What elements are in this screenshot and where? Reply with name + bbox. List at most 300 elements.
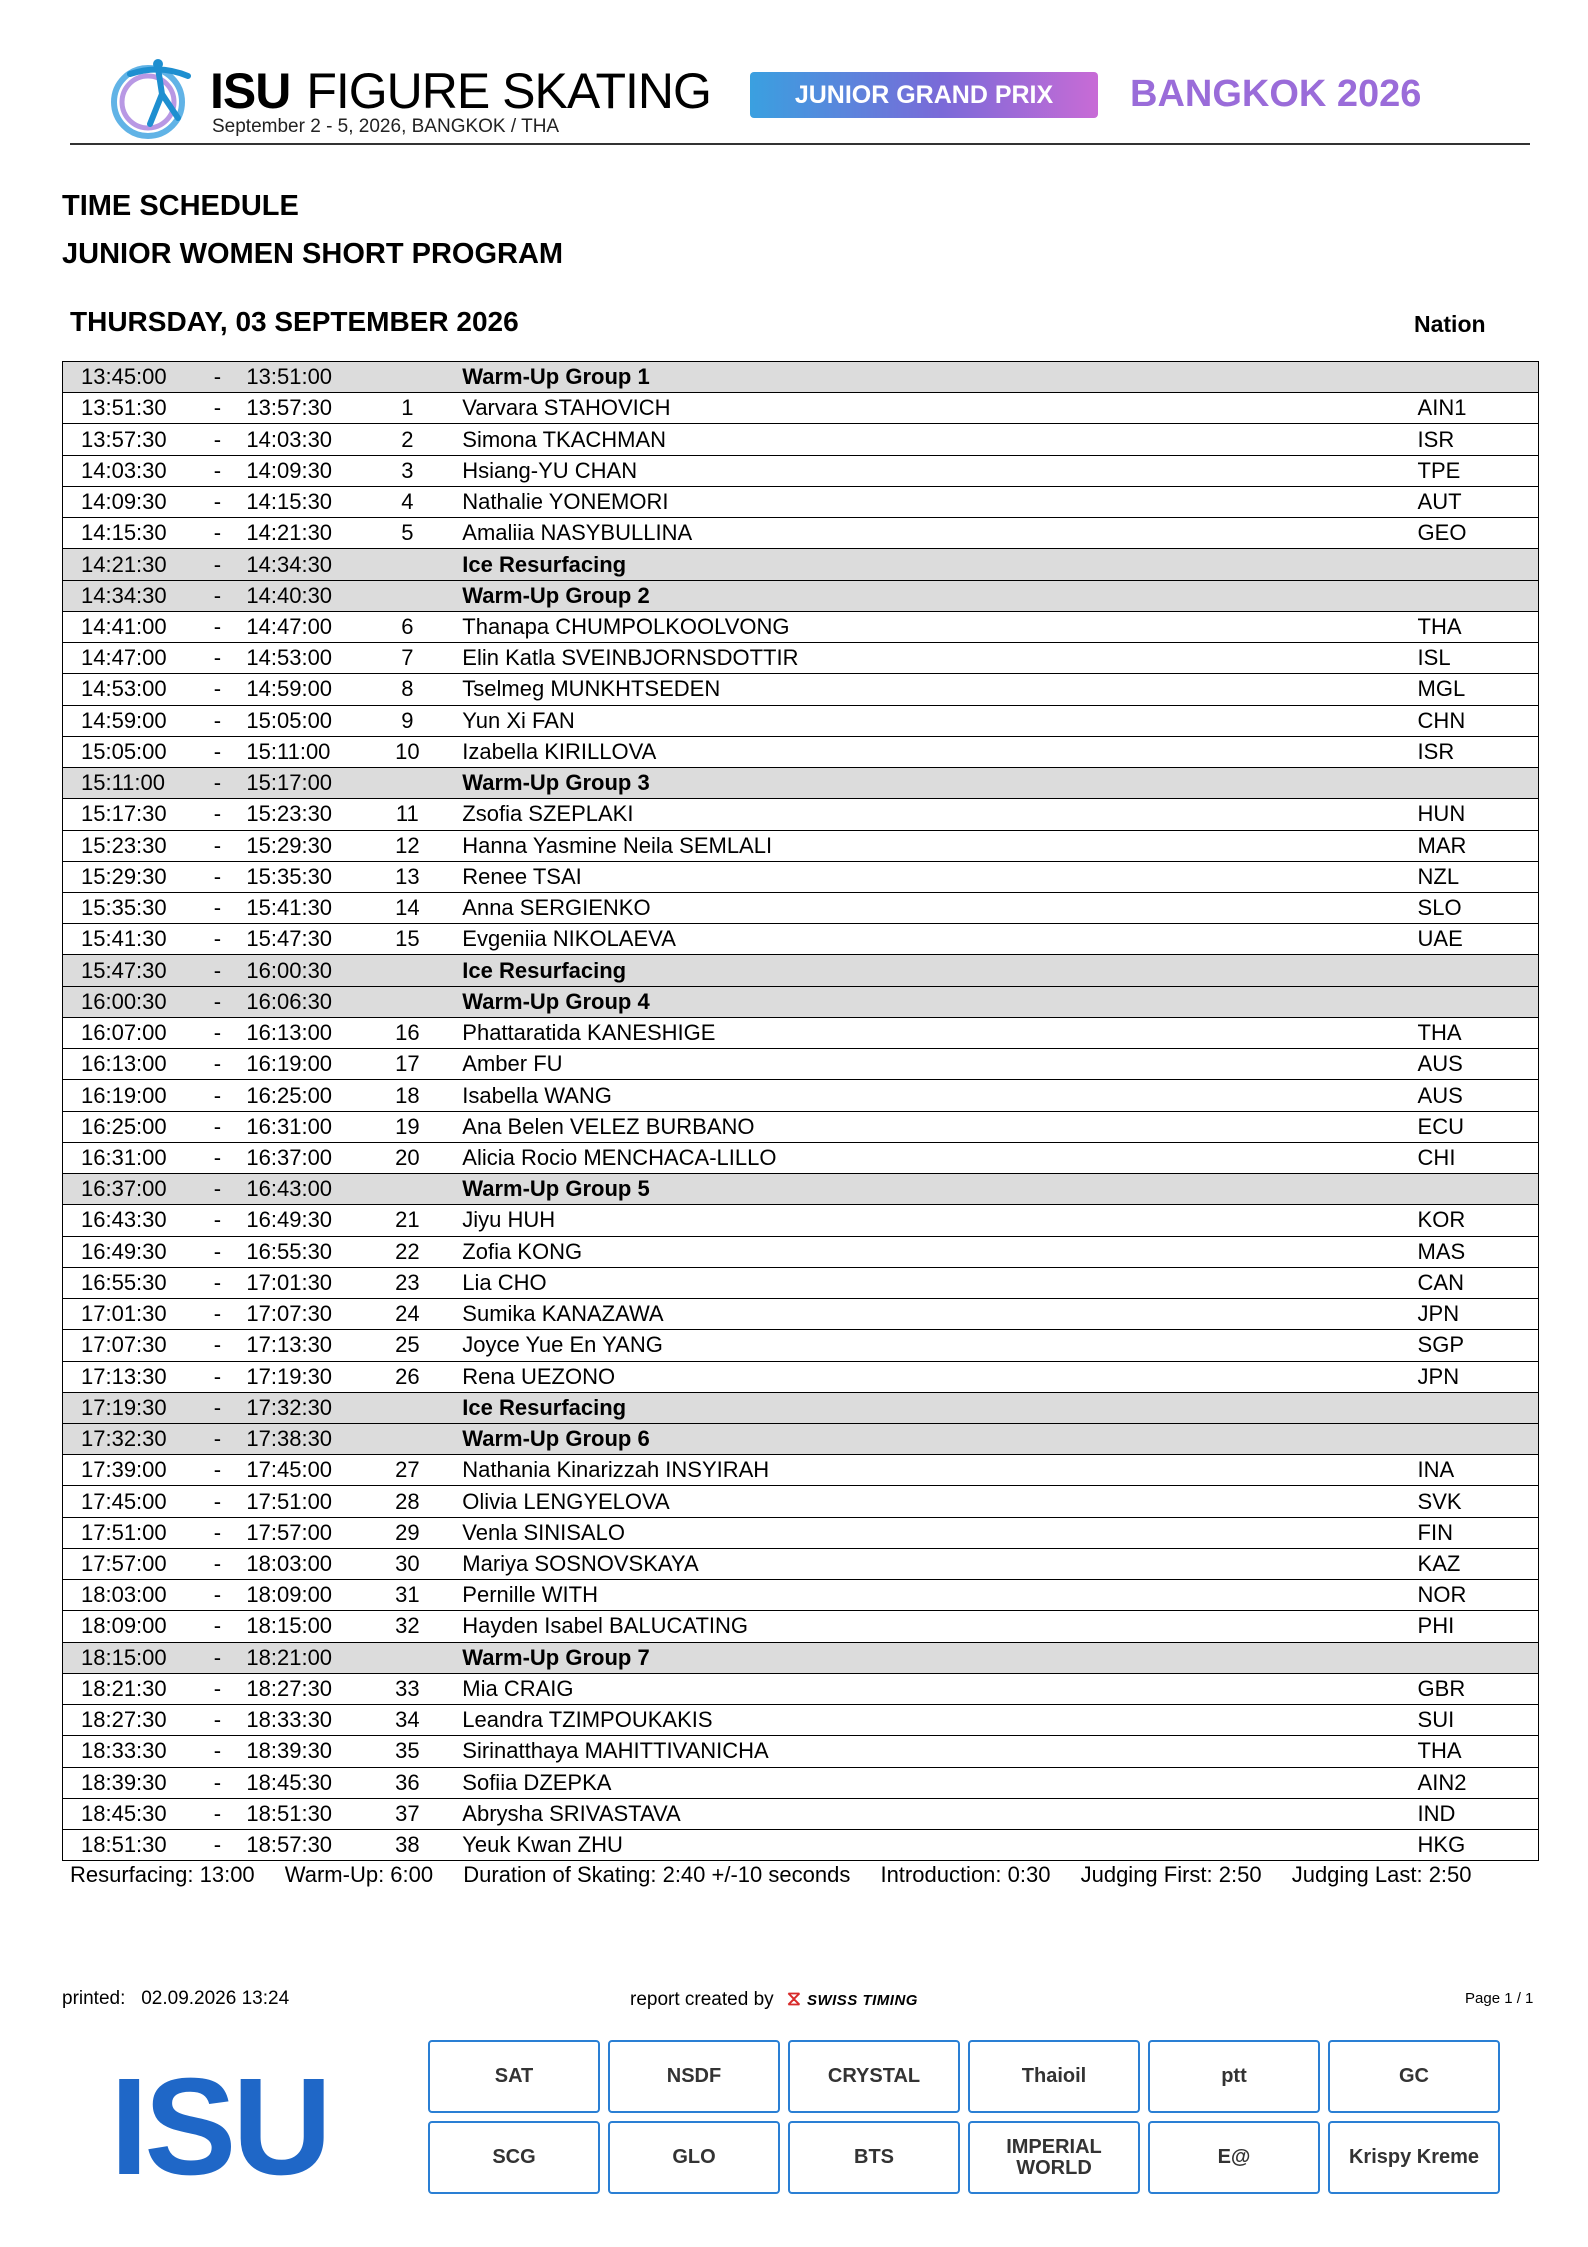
skater-name: Ice Resurfacing bbox=[450, 955, 1417, 986]
nation-code bbox=[1418, 986, 1539, 1017]
nation-code: INA bbox=[1418, 1455, 1539, 1486]
time-separator: - bbox=[188, 611, 246, 642]
end-time: 18:45:30 bbox=[246, 1767, 364, 1798]
skater-name: Amaliia NASYBULLINA bbox=[450, 518, 1417, 549]
end-time: 15:23:30 bbox=[246, 799, 364, 830]
skater-name: Phattaratida KANESHIGE bbox=[450, 1017, 1417, 1048]
start-time: 18:03:00 bbox=[63, 1580, 189, 1611]
nation-code bbox=[1418, 580, 1539, 611]
skater-name: Renee TSAI bbox=[450, 861, 1417, 892]
start-time: 15:35:30 bbox=[63, 892, 189, 923]
nation-code: ISR bbox=[1418, 424, 1539, 455]
nation-code: NOR bbox=[1418, 1580, 1539, 1611]
time-separator: - bbox=[188, 768, 246, 799]
time-separator: - bbox=[188, 1392, 246, 1423]
sponsor-logo: BTS bbox=[788, 2121, 960, 2194]
end-time: 18:57:30 bbox=[246, 1830, 364, 1861]
printed-label: printed: bbox=[62, 1988, 126, 2009]
start-time: 18:51:30 bbox=[63, 1830, 189, 1861]
start-number: 15 bbox=[364, 924, 450, 955]
start-number: 34 bbox=[364, 1705, 450, 1736]
schedule-body bbox=[63, 362, 1539, 1861]
skater-name: Warm-Up Group 3 bbox=[450, 768, 1417, 799]
skater-name: Varvara STAHOVICH bbox=[450, 393, 1417, 424]
start-number: 30 bbox=[364, 1548, 450, 1579]
time-separator: - bbox=[188, 1423, 246, 1454]
start-number: 23 bbox=[364, 1267, 450, 1298]
end-time: 16:13:00 bbox=[246, 1017, 364, 1048]
time-separator: - bbox=[188, 705, 246, 736]
nation-code: JPN bbox=[1418, 1299, 1539, 1330]
time-separator: - bbox=[188, 1486, 246, 1517]
end-time: 16:31:00 bbox=[246, 1111, 364, 1142]
start-number: 9 bbox=[364, 705, 450, 736]
schedule-row bbox=[63, 1236, 1539, 1267]
start-time: 18:27:30 bbox=[63, 1705, 189, 1736]
end-time: 16:06:30 bbox=[246, 986, 364, 1017]
time-separator: - bbox=[188, 486, 246, 517]
nation-code: KOR bbox=[1418, 1205, 1539, 1236]
sponsor-logo: IMPERIAL WORLD bbox=[968, 2121, 1140, 2194]
nation-code: CHN bbox=[1418, 705, 1539, 736]
nation-code: HKG bbox=[1418, 1830, 1539, 1861]
end-time: 15:35:30 bbox=[246, 861, 364, 892]
printed-stamp bbox=[62, 1988, 289, 2010]
schedule-row bbox=[63, 705, 1539, 736]
schedule-row bbox=[63, 611, 1539, 642]
skater-name: Warm-Up Group 7 bbox=[450, 1642, 1417, 1673]
nation-code: NZL bbox=[1418, 861, 1539, 892]
start-number: 26 bbox=[364, 1361, 450, 1392]
start-time: 18:15:00 bbox=[63, 1642, 189, 1673]
nation-code: MAS bbox=[1418, 1236, 1539, 1267]
skater-name: Thanapa CHUMPOLKOOLVONG bbox=[450, 611, 1417, 642]
start-time: 13:45:00 bbox=[63, 362, 189, 393]
start-number: 27 bbox=[364, 1455, 450, 1486]
start-number bbox=[364, 580, 450, 611]
sponsor-logo: SCG bbox=[428, 2121, 600, 2194]
time-separator: - bbox=[188, 1705, 246, 1736]
end-time: 15:05:00 bbox=[246, 705, 364, 736]
skater-logo-icon bbox=[100, 54, 220, 144]
start-time: 17:51:00 bbox=[63, 1517, 189, 1548]
nation-code: GEO bbox=[1418, 518, 1539, 549]
skater-name: Evgeniia NIKOLAEVA bbox=[450, 924, 1417, 955]
skater-name: Warm-Up Group 1 bbox=[450, 362, 1417, 393]
schedule-row bbox=[63, 1705, 1539, 1736]
nation-code: KAZ bbox=[1418, 1548, 1539, 1579]
schedule-table bbox=[62, 361, 1539, 1861]
nation-code: TPE bbox=[1418, 455, 1539, 486]
time-separator: - bbox=[188, 924, 246, 955]
sponsor-grid bbox=[428, 2040, 1500, 2196]
end-time: 15:47:30 bbox=[246, 924, 364, 955]
end-time: 13:57:30 bbox=[246, 393, 364, 424]
start-number bbox=[364, 986, 450, 1017]
nation-code: ISL bbox=[1418, 643, 1539, 674]
start-time: 13:51:30 bbox=[63, 393, 189, 424]
footnote-introduction: Introduction: 0:30 bbox=[880, 1862, 1051, 1887]
skater-name: Olivia LENGYELOVA bbox=[450, 1486, 1417, 1517]
schedule-row bbox=[63, 455, 1539, 486]
brand-figure-skating: FIGURE SKATING bbox=[306, 63, 711, 119]
start-number: 16 bbox=[364, 1017, 450, 1048]
start-time: 18:33:30 bbox=[63, 1736, 189, 1767]
time-separator: - bbox=[188, 549, 246, 580]
skater-name: Mia CRAIG bbox=[450, 1673, 1417, 1704]
nation-code bbox=[1418, 362, 1539, 393]
schedule-break-row bbox=[63, 549, 1539, 580]
end-time: 17:13:30 bbox=[246, 1330, 364, 1361]
skater-name: Warm-Up Group 5 bbox=[450, 1174, 1417, 1205]
start-time: 15:17:30 bbox=[63, 799, 189, 830]
start-number: 11 bbox=[364, 799, 450, 830]
end-time: 17:32:30 bbox=[246, 1392, 364, 1423]
time-separator: - bbox=[188, 1205, 246, 1236]
start-time: 13:57:30 bbox=[63, 424, 189, 455]
start-number: 3 bbox=[364, 455, 450, 486]
end-time: 18:39:30 bbox=[246, 1736, 364, 1767]
skater-name: Venla SINISALO bbox=[450, 1517, 1417, 1548]
report-credit bbox=[630, 1988, 918, 2011]
end-time: 16:49:30 bbox=[246, 1205, 364, 1236]
sponsor-logo: NSDF bbox=[608, 2040, 780, 2113]
schedule-break-row bbox=[63, 1423, 1539, 1454]
end-time: 14:34:30 bbox=[246, 549, 364, 580]
end-time: 15:11:00 bbox=[246, 736, 364, 767]
schedule-row bbox=[63, 1548, 1539, 1579]
start-number: 17 bbox=[364, 1049, 450, 1080]
schedule-row bbox=[63, 1049, 1539, 1080]
schedule-row bbox=[63, 1330, 1539, 1361]
start-number: 24 bbox=[364, 1299, 450, 1330]
start-number: 14 bbox=[364, 892, 450, 923]
time-separator: - bbox=[188, 1580, 246, 1611]
skater-name: Jiyu HUH bbox=[450, 1205, 1417, 1236]
schedule-break-row bbox=[63, 955, 1539, 986]
start-time: 15:41:30 bbox=[63, 924, 189, 955]
schedule-row bbox=[63, 736, 1539, 767]
skater-name: Warm-Up Group 4 bbox=[450, 986, 1417, 1017]
time-separator: - bbox=[188, 1236, 246, 1267]
start-number: 10 bbox=[364, 736, 450, 767]
schedule-row bbox=[63, 486, 1539, 517]
nation-code: THA bbox=[1418, 1017, 1539, 1048]
time-separator: - bbox=[188, 892, 246, 923]
start-time: 16:49:30 bbox=[63, 1236, 189, 1267]
start-number bbox=[364, 549, 450, 580]
skater-name: Sumika KANAZAWA bbox=[450, 1299, 1417, 1330]
skater-name: Isabella WANG bbox=[450, 1080, 1417, 1111]
schedule-row bbox=[63, 1361, 1539, 1392]
time-separator: - bbox=[188, 1517, 246, 1548]
day-title: THURSDAY, 03 SEPTEMBER 2026 bbox=[70, 306, 519, 337]
start-time: 14:34:30 bbox=[63, 580, 189, 611]
nation-code: MGL bbox=[1418, 674, 1539, 705]
nation-code: UAE bbox=[1418, 924, 1539, 955]
schedule-row bbox=[63, 674, 1539, 705]
start-time: 15:05:00 bbox=[63, 736, 189, 767]
start-time: 16:19:00 bbox=[63, 1080, 189, 1111]
brand-isu: ISU bbox=[210, 63, 291, 119]
skater-name: Yun Xi FAN bbox=[450, 705, 1417, 736]
schedule-break-row bbox=[63, 768, 1539, 799]
printed-value: 02.09.2026 13:24 bbox=[141, 1988, 290, 2009]
schedule-row bbox=[63, 393, 1539, 424]
sponsor-logo: Krispy Kreme bbox=[1328, 2121, 1500, 2194]
time-separator: - bbox=[188, 393, 246, 424]
time-separator: - bbox=[188, 1330, 246, 1361]
end-time: 15:29:30 bbox=[246, 830, 364, 861]
schedule-break-row bbox=[63, 1642, 1539, 1673]
start-time: 17:32:30 bbox=[63, 1423, 189, 1454]
time-separator: - bbox=[188, 1080, 246, 1111]
nation-code: IND bbox=[1418, 1798, 1539, 1829]
report-label: report created by bbox=[630, 1989, 774, 2010]
start-number: 5 bbox=[364, 518, 450, 549]
time-separator: - bbox=[188, 830, 246, 861]
end-time: 14:47:00 bbox=[246, 611, 364, 642]
skater-name: Lia CHO bbox=[450, 1267, 1417, 1298]
end-time: 18:33:30 bbox=[246, 1705, 364, 1736]
start-time: 17:45:00 bbox=[63, 1486, 189, 1517]
start-time: 15:23:30 bbox=[63, 830, 189, 861]
start-time: 18:09:00 bbox=[63, 1611, 189, 1642]
start-number: 6 bbox=[364, 611, 450, 642]
start-number: 18 bbox=[364, 1080, 450, 1111]
start-time: 16:25:00 bbox=[63, 1111, 189, 1142]
footnote-warmup: Warm-Up: 6:00 bbox=[284, 1862, 434, 1887]
start-number bbox=[364, 1392, 450, 1423]
time-separator: - bbox=[188, 1174, 246, 1205]
schedule-break-row bbox=[63, 1174, 1539, 1205]
time-separator: - bbox=[188, 1049, 246, 1080]
time-separator: - bbox=[188, 1017, 246, 1048]
time-separator: - bbox=[188, 861, 246, 892]
skater-name: Hayden Isabel BALUCATING bbox=[450, 1611, 1417, 1642]
schedule-row bbox=[63, 1080, 1539, 1111]
start-time: 17:19:30 bbox=[63, 1392, 189, 1423]
report-brand: SWISS TIMING bbox=[806, 1992, 918, 2009]
start-number: 29 bbox=[364, 1517, 450, 1548]
skater-name: Ice Resurfacing bbox=[450, 549, 1417, 580]
end-time: 15:17:00 bbox=[246, 768, 364, 799]
nation-code bbox=[1418, 768, 1539, 799]
start-number bbox=[364, 1423, 450, 1454]
end-time: 16:25:00 bbox=[246, 1080, 364, 1111]
end-time: 15:41:30 bbox=[246, 892, 364, 923]
schedule-break-row bbox=[63, 580, 1539, 611]
time-separator: - bbox=[188, 736, 246, 767]
nation-code bbox=[1418, 1174, 1539, 1205]
time-separator: - bbox=[188, 1767, 246, 1798]
nation-code: SUI bbox=[1418, 1705, 1539, 1736]
start-time: 14:59:00 bbox=[63, 705, 189, 736]
start-number: 22 bbox=[364, 1236, 450, 1267]
time-separator: - bbox=[188, 1673, 246, 1704]
schedule-row bbox=[63, 1299, 1539, 1330]
start-time: 18:39:30 bbox=[63, 1767, 189, 1798]
time-separator: - bbox=[188, 1111, 246, 1142]
event-title: JUNIOR WOMEN SHORT PROGRAM bbox=[62, 238, 564, 270]
start-number bbox=[364, 955, 450, 986]
skater-name: Sofiia DZEPKA bbox=[450, 1767, 1417, 1798]
start-time: 14:47:00 bbox=[63, 643, 189, 674]
sponsor-logo: GLO bbox=[608, 2121, 780, 2194]
nation-code: THA bbox=[1418, 1736, 1539, 1767]
nation-code: PHI bbox=[1418, 1611, 1539, 1642]
nation-code: ISR bbox=[1418, 736, 1539, 767]
event-city: BANGKOK 2026 bbox=[1130, 73, 1422, 115]
time-separator: - bbox=[188, 1142, 246, 1173]
schedule-row bbox=[63, 1517, 1539, 1548]
start-time: 17:01:30 bbox=[63, 1299, 189, 1330]
nation-code bbox=[1418, 955, 1539, 986]
skater-name: Yeuk Kwan ZHU bbox=[450, 1830, 1417, 1861]
nation-code: CHI bbox=[1418, 1142, 1539, 1173]
time-separator: - bbox=[188, 1736, 246, 1767]
end-time: 18:21:00 bbox=[246, 1642, 364, 1673]
isu-footer-logo: ISU bbox=[110, 2050, 329, 2204]
time-separator: - bbox=[188, 799, 246, 830]
start-number: 1 bbox=[364, 393, 450, 424]
start-number: 33 bbox=[364, 1673, 450, 1704]
start-time: 14:21:30 bbox=[63, 549, 189, 580]
time-separator: - bbox=[188, 1455, 246, 1486]
end-time: 17:19:30 bbox=[246, 1361, 364, 1392]
time-separator: - bbox=[188, 455, 246, 486]
nation-code: GBR bbox=[1418, 1673, 1539, 1704]
start-time: 14:53:00 bbox=[63, 674, 189, 705]
start-number: 13 bbox=[364, 861, 450, 892]
footnote-judging-last: Judging Last: 2:50 bbox=[1291, 1862, 1472, 1887]
schedule-row bbox=[63, 1611, 1539, 1642]
page-number: Page 1 / 1 bbox=[1465, 1990, 1534, 2007]
sponsor-logo: CRYSTAL bbox=[788, 2040, 960, 2113]
end-time: 17:01:30 bbox=[246, 1267, 364, 1298]
schedule-break-row bbox=[63, 362, 1539, 393]
start-time: 18:21:30 bbox=[63, 1673, 189, 1704]
schedule-row bbox=[63, 518, 1539, 549]
end-time: 16:55:30 bbox=[246, 1236, 364, 1267]
start-number: 38 bbox=[364, 1830, 450, 1861]
skater-name: Izabella KIRILLOVA bbox=[450, 736, 1417, 767]
time-separator: - bbox=[188, 1798, 246, 1829]
sponsor-logo: ptt bbox=[1148, 2040, 1320, 2113]
end-time: 16:43:00 bbox=[246, 1174, 364, 1205]
start-time: 16:00:30 bbox=[63, 986, 189, 1017]
schedule-row bbox=[63, 643, 1539, 674]
end-time: 18:27:30 bbox=[246, 1673, 364, 1704]
start-time: 16:37:00 bbox=[63, 1174, 189, 1205]
nation-code: AUT bbox=[1418, 486, 1539, 517]
schedule-row bbox=[63, 1142, 1539, 1173]
skater-name: Rena UEZONO bbox=[450, 1361, 1417, 1392]
end-time: 18:09:00 bbox=[246, 1580, 364, 1611]
start-time: 16:07:00 bbox=[63, 1017, 189, 1048]
time-separator: - bbox=[188, 674, 246, 705]
time-separator: - bbox=[188, 1642, 246, 1673]
nation-column-header: Nation bbox=[1414, 311, 1486, 337]
start-number bbox=[364, 1174, 450, 1205]
nation-code: SVK bbox=[1418, 1486, 1539, 1517]
footnote-resurfacing: Resurfacing: 13:00 bbox=[70, 1862, 255, 1887]
end-time: 16:19:00 bbox=[246, 1049, 364, 1080]
skater-name: Simona TKACHMAN bbox=[450, 424, 1417, 455]
time-separator: - bbox=[188, 518, 246, 549]
nation-code bbox=[1418, 549, 1539, 580]
end-time: 14:15:30 bbox=[246, 486, 364, 517]
end-time: 18:51:30 bbox=[246, 1798, 364, 1829]
nation-code: THA bbox=[1418, 611, 1539, 642]
nation-code bbox=[1418, 1642, 1539, 1673]
start-time: 16:43:30 bbox=[63, 1205, 189, 1236]
header-divider bbox=[70, 143, 1530, 145]
schedule-row bbox=[63, 799, 1539, 830]
start-number: 19 bbox=[364, 1111, 450, 1142]
skater-name: Sirinatthaya MAHITTIVANICHA bbox=[450, 1736, 1417, 1767]
nation-code: AUS bbox=[1418, 1049, 1539, 1080]
skater-name: Abrysha SRIVASTAVA bbox=[450, 1798, 1417, 1829]
start-number: 32 bbox=[364, 1611, 450, 1642]
schedule-footnote bbox=[70, 1862, 1472, 1888]
schedule-row bbox=[63, 424, 1539, 455]
start-time: 15:11:00 bbox=[63, 768, 189, 799]
schedule-title: TIME SCHEDULE bbox=[62, 190, 299, 222]
time-separator: - bbox=[188, 1548, 246, 1579]
skater-name: Mariya SOSNOVSKAYA bbox=[450, 1548, 1417, 1579]
start-number: 20 bbox=[364, 1142, 450, 1173]
schedule-row bbox=[63, 1017, 1539, 1048]
schedule-row bbox=[63, 1798, 1539, 1829]
start-time: 15:47:30 bbox=[63, 955, 189, 986]
end-time: 14:40:30 bbox=[246, 580, 364, 611]
start-number: 36 bbox=[364, 1767, 450, 1798]
start-number: 25 bbox=[364, 1330, 450, 1361]
skater-name: Hsiang-YU CHAN bbox=[450, 455, 1417, 486]
schedule-row bbox=[63, 924, 1539, 955]
schedule-row bbox=[63, 1205, 1539, 1236]
skater-name: Amber FU bbox=[450, 1049, 1417, 1080]
nation-code: ECU bbox=[1418, 1111, 1539, 1142]
start-number: 35 bbox=[364, 1736, 450, 1767]
start-number: 37 bbox=[364, 1798, 450, 1829]
schedule-row bbox=[63, 1455, 1539, 1486]
swiss-timing-icon: ⧖ bbox=[786, 1988, 801, 2010]
start-time: 16:31:00 bbox=[63, 1142, 189, 1173]
nation-code: SGP bbox=[1418, 1330, 1539, 1361]
end-time: 13:51:00 bbox=[246, 362, 364, 393]
schedule-row bbox=[63, 1267, 1539, 1298]
nation-code: JPN bbox=[1418, 1361, 1539, 1392]
skater-name: Warm-Up Group 6 bbox=[450, 1423, 1417, 1454]
time-separator: - bbox=[188, 424, 246, 455]
end-time: 16:00:30 bbox=[246, 955, 364, 986]
schedule-row bbox=[63, 892, 1539, 923]
skater-name: Zsofia SZEPLAKI bbox=[450, 799, 1417, 830]
end-time: 14:53:00 bbox=[246, 643, 364, 674]
start-number: 21 bbox=[364, 1205, 450, 1236]
sponsor-logo: GC bbox=[1328, 2040, 1500, 2113]
skater-name: Nathalie YONEMORI bbox=[450, 486, 1417, 517]
start-time: 17:57:00 bbox=[63, 1548, 189, 1579]
schedule-row bbox=[63, 1736, 1539, 1767]
event-dates: September 2 - 5, 2026, BANGKOK / THA bbox=[212, 116, 560, 137]
skater-name: Warm-Up Group 2 bbox=[450, 580, 1417, 611]
sponsor-logo: Thaioil bbox=[968, 2040, 1140, 2113]
schedule-row bbox=[63, 830, 1539, 861]
start-number: 28 bbox=[364, 1486, 450, 1517]
